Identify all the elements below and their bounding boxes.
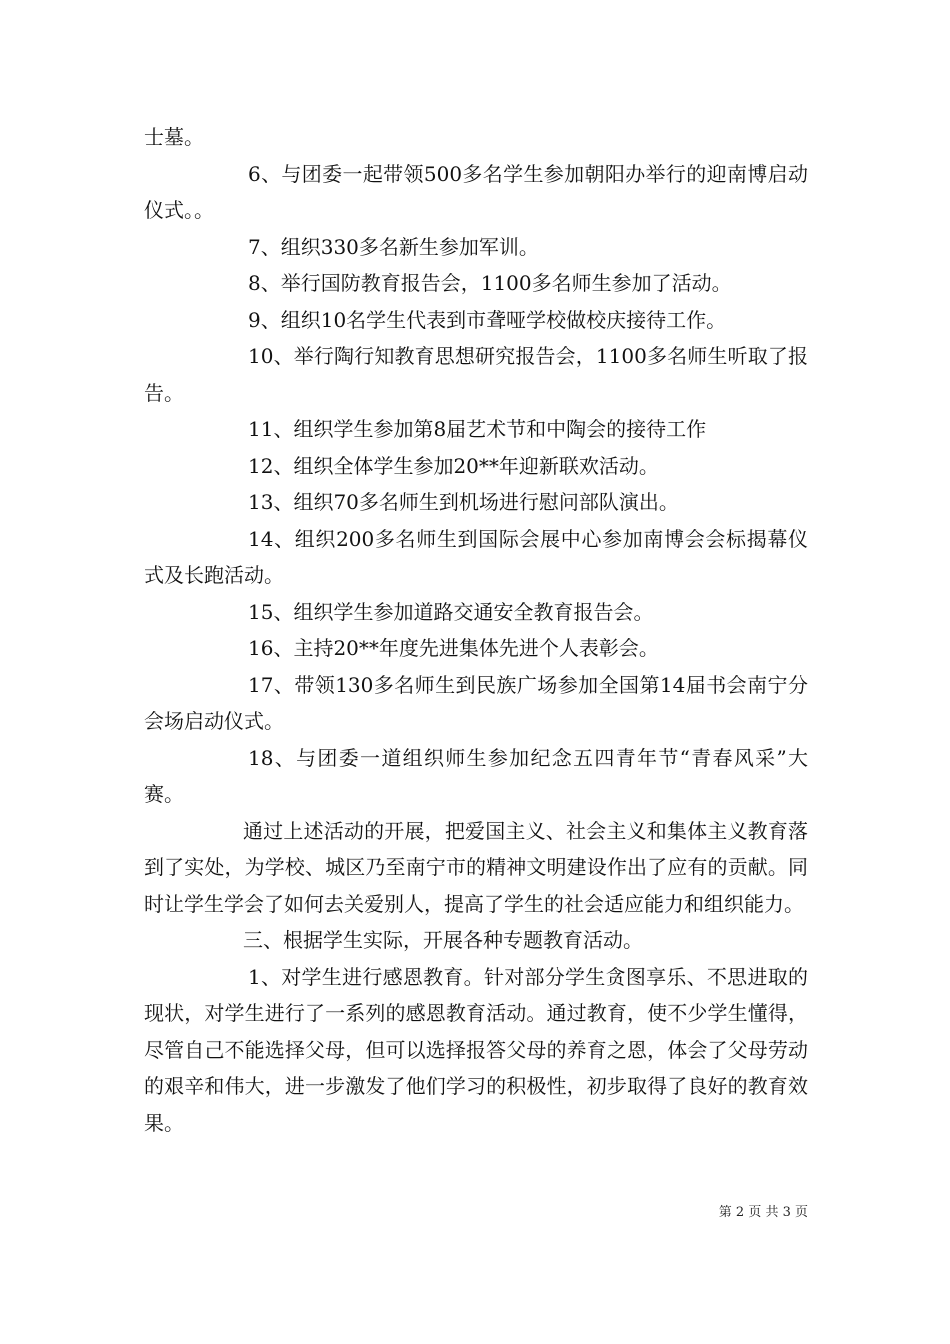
list-item-6: 6、与团委一起带领500多名学生参加朝阳办举行的迎南博启动仪式。。 [144, 161, 808, 222]
list-item-9: 9、组织10名学生代表到市聋哑学校做校庆接待工作。 [248, 307, 727, 332]
page-number-footer: 第 2 页 共 3 页 [718, 1205, 808, 1220]
paragraph-continuation: 士墓。 [144, 125, 204, 149]
document-body [144, 119, 808, 1141]
list-item-8: 8、举行国防教育报告会，1100多名师生参加了活动。 [248, 271, 732, 295]
list-item-12: 12、组织全体学生参加20**年迎新联欢活动。 [248, 453, 659, 478]
list-item-13: 13、组织70多名师生到机场进行慰问部队演出。 [248, 490, 679, 514]
list-item-15: 15、组织学生参加道路交通安全教育报告会。 [248, 599, 654, 624]
list-item-14: 14、组织200多名师生到国际会展中心参加南博会会标揭幕仪式及长跑活动。 [144, 526, 808, 587]
section-heading: 三、根据学生实际，开展各种专题教育活动。 [243, 928, 643, 952]
list-item-1: 1、对学生进行感恩教育。针对部分学生贪图享乐、不思进取的现状，对学生进行了一系列的感恩教育活动。通过教育，使不少学生懂得，尽管自己不能选择父母，但可以选择报答父母的养育之恩，体会了父母劳动的艰辛和伟大，进一步激发了他们学习的积极性，初步取得了良好的教育效果。 [144, 964, 808, 1135]
list-item-10: 10、举行陶行知教育思想研究报告会，1100多名师生听取了报告。 [144, 344, 808, 405]
list-item-17: 17、带领130多名师生到民族广场参加全国第14届书会南宁分会场启动仪式。 [144, 672, 808, 733]
list-item-18: 18、与团委一道组织师生参加纪念五四青年节“青春风采”大赛。 [144, 745, 808, 806]
list-item-11: 11、组织学生参加第8届艺术节和中陶会的接待工作 [248, 417, 707, 441]
summary-paragraph: 通过上述活动的开展，把爱国主义、社会主义和集体主义教育落到了实处，为学校、城区乃至南宁市的精神文明建设作出了应有的贡献。同时让学生学会了如何去关爱别人，提高了学生的社会适应能力和组织能力。 [144, 818, 808, 916]
list-item-7: 7、组织330多名新生参加军训。 [248, 234, 539, 259]
list-item-16: 16、主持20**年度先进集体先进个人表彰会。 [248, 636, 659, 660]
